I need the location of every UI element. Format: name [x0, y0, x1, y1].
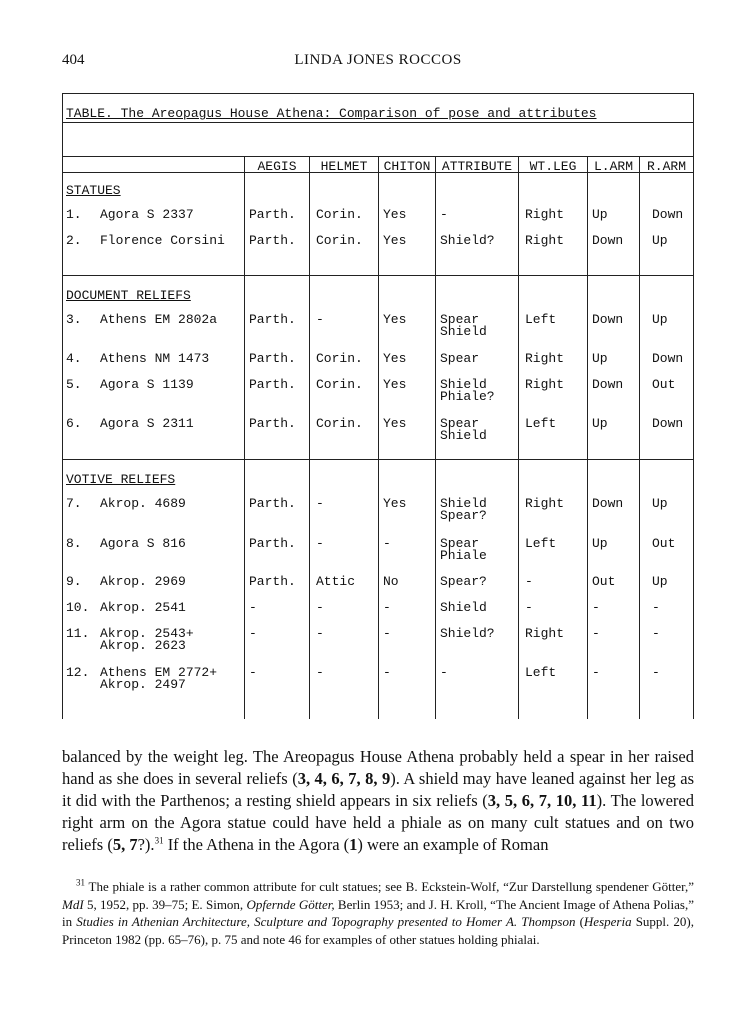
cell-attribute: Spear — [440, 351, 480, 366]
cell-larm: - — [592, 665, 600, 680]
cell-wtleg: Left — [525, 665, 557, 680]
cell-larm: Up — [592, 351, 608, 366]
cell-monument: Athens NM 1473 — [100, 351, 210, 366]
cell-chiton: - — [383, 600, 391, 615]
cell-aegis: Parth. — [249, 536, 296, 551]
cell-rarm: Up — [652, 233, 668, 248]
cell-monument: Athens EM 2802a — [100, 312, 218, 327]
cell-wtleg: - — [525, 574, 533, 589]
footnote-italic: MdI — [62, 896, 84, 912]
footnote-31 — [62, 878, 694, 948]
cell-aegis: Parth. — [249, 207, 296, 222]
row-number: 11. — [66, 626, 90, 641]
cell-helmet: - — [316, 312, 324, 327]
cell-helmet: - — [316, 600, 324, 615]
footnote-text: Suppl. 20), Princeton 1982 (pp. 65–76), p. 75 and note 46 for examples of other statues holding phialai. — [62, 914, 694, 947]
body-text-part: ?). — [137, 835, 155, 854]
footnote-text: ( — [575, 914, 584, 929]
page-header — [62, 52, 694, 70]
column-rule — [309, 156, 310, 719]
cell-chiton: Yes — [383, 233, 407, 248]
column-rule — [378, 156, 379, 719]
cell-wtleg: Right — [525, 496, 565, 511]
column-header-larm: L.ARM — [593, 159, 633, 174]
cell-rarm: Up — [652, 496, 668, 511]
cell-aegis: - — [249, 600, 257, 615]
cell-monument: Athens EM 2772+ Akrop. 2497 — [100, 665, 218, 692]
cell-wtleg: Right — [525, 626, 565, 641]
cell-aegis: Parth. — [249, 351, 296, 366]
cell-attribute: Shield Spear? — [440, 496, 487, 523]
cell-larm: - — [592, 600, 600, 615]
cell-helmet: Corin. — [316, 233, 363, 248]
column-header-rarm: R.ARM — [646, 159, 686, 174]
catalogue-refs: 3, 4, 6, 7, 8, 9 — [297, 769, 391, 788]
cell-chiton: No — [383, 574, 399, 589]
body-text-part: ). A shield may have leaned against her leg as it did with the Parthenos; a resting shield appears in six reliefs ( — [62, 769, 694, 810]
cell-wtleg: Left — [525, 416, 557, 431]
catalogue-refs: 3, 5, 6, 7, 10, 11 — [487, 791, 597, 810]
column-rule — [587, 156, 588, 719]
column-rule — [518, 156, 519, 719]
cell-monument: Akrop. 2541 — [100, 600, 186, 615]
cell-wtleg: Right — [525, 207, 565, 222]
catalogue-refs: 1 — [349, 835, 358, 854]
column-rule — [435, 156, 436, 719]
section-heading: STATUES — [66, 183, 121, 198]
cell-chiton: Yes — [383, 377, 407, 392]
cell-attribute: Shield? — [440, 233, 495, 248]
column-header-attribute: ATTRIBUTE — [441, 159, 513, 174]
footnote-marker[interactable]: 31 — [154, 835, 164, 846]
row-number: 7. — [66, 496, 82, 511]
cell-larm: - — [592, 626, 600, 641]
cell-chiton: Yes — [383, 207, 407, 222]
cell-larm: Down — [592, 496, 624, 511]
cell-rarm: Down — [652, 351, 684, 366]
cell-attribute: Spear? — [440, 574, 487, 589]
body-text-part: balanced by the weight leg. The Areopagus House Athena probably held a spear in her raised hand as she does in several reliefs ( — [62, 747, 694, 788]
cell-helmet: Corin. — [316, 351, 363, 366]
table-rule — [63, 122, 693, 123]
cell-wtleg: Right — [525, 377, 565, 392]
section-heading: DOCUMENT RELIEFS — [66, 288, 191, 303]
footnote-text: Berlin 1953; and J. H. Kroll, “The Ancient Image of Athena Polias,” in — [62, 896, 694, 929]
row-number: 1. — [66, 207, 82, 222]
cell-rarm: Up — [652, 574, 668, 589]
footnote-number: 31 — [76, 877, 85, 888]
running-head: LINDA JONES ROCCOS — [294, 52, 462, 68]
cell-rarm: - — [652, 626, 660, 641]
cell-rarm: - — [652, 665, 660, 680]
cell-helmet: Corin. — [316, 416, 363, 431]
footnote-text: 5, 1952, pp. 39–75; E. Simon, — [83, 896, 247, 912]
table-title: TABLE. The Areopagus House Athena: Comparison of pose and attributes — [66, 106, 597, 121]
cell-rarm: Out — [652, 377, 676, 392]
column-header-chiton: CHITON — [383, 159, 431, 174]
cell-rarm: Down — [652, 416, 684, 431]
row-number: 9. — [66, 574, 82, 589]
cell-aegis: Parth. — [249, 574, 296, 589]
cell-rarm: Down — [652, 207, 684, 222]
cell-helmet: Corin. — [316, 377, 363, 392]
cell-wtleg: - — [525, 600, 533, 615]
cell-larm: Up — [592, 536, 608, 551]
row-number: 12. — [66, 665, 90, 680]
cell-monument: Agora S 816 — [100, 536, 186, 551]
cell-attribute: - — [440, 665, 448, 680]
cell-attribute: Spear Shield — [440, 312, 487, 339]
cell-larm: Up — [592, 416, 608, 431]
cell-attribute: Spear Shield — [440, 416, 487, 443]
row-number: 4. — [66, 351, 82, 366]
footnote-italic: Studies in Athenian Architecture, Sculpture and Topography presented to Homer A. Thompson — [76, 914, 576, 929]
cell-aegis: - — [249, 665, 257, 680]
comparison-table — [62, 93, 694, 719]
cell-larm: Down — [592, 377, 624, 392]
cell-chiton: - — [383, 626, 391, 641]
cell-helmet: - — [316, 665, 324, 680]
cell-larm: Up — [592, 207, 608, 222]
cell-aegis: Parth. — [249, 233, 296, 248]
row-number: 5. — [66, 377, 82, 392]
cell-attribute: - — [440, 207, 448, 222]
cell-aegis: - — [249, 626, 257, 641]
footnote-text: The phiale is a rather common attribute for cult statues; see B. Eckstein-Wolf, “Zur Darstellung spendener Götter,” — [85, 879, 694, 894]
cell-aegis: Parth. — [249, 416, 296, 431]
cell-monument: Agora S 2337 — [100, 207, 194, 222]
row-number: 10. — [66, 600, 90, 615]
column-header-wtleg: WT.LEG — [529, 159, 577, 174]
cell-aegis: Parth. — [249, 496, 296, 511]
cell-monument: Agora S 1139 — [100, 377, 194, 392]
section-heading: VOTIVE RELIEFS — [66, 472, 176, 487]
cell-chiton: Yes — [383, 496, 407, 511]
cell-attribute: Shield Phiale? — [440, 377, 495, 404]
footnote-italic: Hesperia — [583, 914, 632, 929]
cell-chiton: - — [383, 536, 391, 551]
row-number: 6. — [66, 416, 82, 431]
cell-wtleg: Left — [525, 536, 557, 551]
column-header-aegis: AEGIS — [257, 159, 297, 174]
cell-chiton: Yes — [383, 351, 407, 366]
column-rule — [639, 156, 640, 719]
cell-helmet: - — [316, 496, 324, 511]
cell-attribute: Shield — [440, 600, 487, 615]
cell-attribute: Spear Phiale — [440, 536, 487, 563]
cell-helmet: Attic — [316, 574, 356, 589]
cell-monument: Akrop. 4689 — [100, 496, 186, 511]
cell-helmet: Corin. — [316, 207, 363, 222]
cell-chiton: Yes — [383, 312, 407, 327]
row-number: 3. — [66, 312, 82, 327]
cell-monument: Florence Corsini — [100, 233, 225, 248]
body-text-part: If the Athena in the Agora ( — [163, 835, 350, 854]
row-number: 2. — [66, 233, 82, 248]
cell-rarm: Out — [652, 536, 676, 551]
cell-aegis: Parth. — [249, 377, 296, 392]
cell-chiton: - — [383, 665, 391, 680]
cell-wtleg: Right — [525, 351, 565, 366]
cell-larm: Down — [592, 233, 624, 248]
column-header-helmet: HELMET — [320, 159, 368, 174]
cell-larm: Down — [592, 312, 624, 327]
column-rule — [244, 156, 245, 719]
cell-monument: Akrop. 2543+ Akrop. 2623 — [100, 626, 194, 653]
body-text-part: ). The lowered right arm on the Agora statue could have held a phiale as on many cult statues and on two reliefs ( — [62, 791, 694, 854]
row-number: 8. — [66, 536, 82, 551]
cell-attribute: Shield? — [440, 626, 495, 641]
body-text-part: ) were an example of Roman — [357, 835, 549, 854]
body-paragraph — [62, 746, 694, 856]
catalogue-refs: 5, 7 — [112, 835, 138, 854]
cell-helmet: - — [316, 536, 324, 551]
cell-rarm: - — [652, 600, 660, 615]
cell-wtleg: Right — [525, 233, 565, 248]
cell-wtleg: Left — [525, 312, 557, 327]
cell-monument: Agora S 2311 — [100, 416, 194, 431]
cell-rarm: Up — [652, 312, 668, 327]
cell-monument: Akrop. 2969 — [100, 574, 186, 589]
cell-larm: Out — [592, 574, 616, 589]
footnote-italic: Opfernde Götter, — [246, 896, 335, 912]
cell-chiton: Yes — [383, 416, 407, 431]
cell-aegis: Parth. — [249, 312, 296, 327]
page-number: 404 — [62, 52, 85, 68]
cell-helmet: - — [316, 626, 324, 641]
